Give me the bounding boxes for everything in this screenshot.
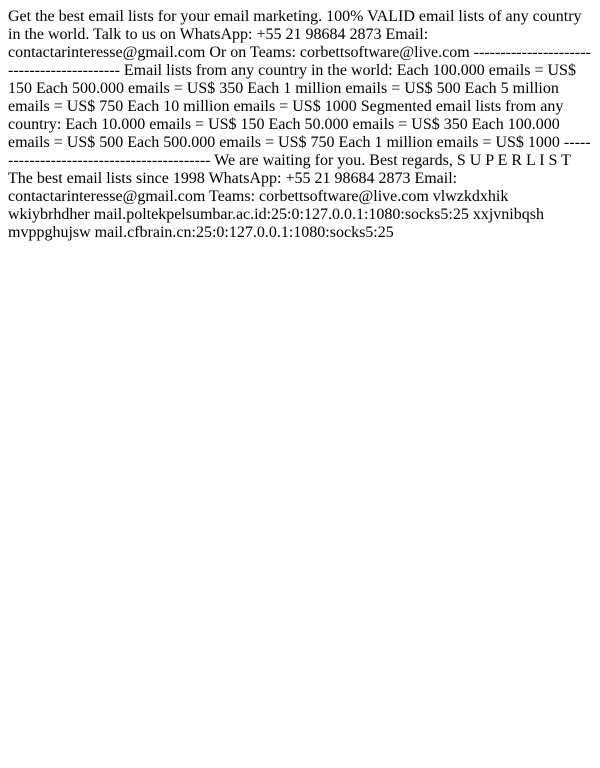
document-text: Get the best email lists for your email marketing. 100% VALID email lists of any country in the world. Talk to us on WhatsApp: +55 21 98684 2873 Email: contactarinteresse@gmail.com Or on Teams: corbettsoftware@live.com ------------------------------------------- Email lists from any country in the world: Each 100.000 emails = US$ 150 Each 500.000 emails = US$ 350 Each 1 million emails = US$ 500 Each 5 million emails = US$ 750 Each 10 million emails = US$ 1000 Segmented email lists from any country: Each 10.000 emails = US$ 150 Each 50.000 emails = US$ 350 Each 100.000 emails = US$ 500 Each 500.000 emails = US$ 750 Each 1 million emails = US$ 1000 ------------------------------------------- We are waiting for you. Best regards, S U P E R L I S T The best email lists since 1998 WhatsApp: +55 21 98684 2873 Email: contactarinteresse@gmail.com Teams: corbettsoftware@live.com vlwzkdxhik wkiybrhdher mail.poltekpelsumbar.ac.id:25:0:127.0.0.1:1080:socks5:25 xxjvnibqsh mvppghujsw mail.cfbrain.cn:25:0:127.0.0.1:1080:socks5:25	[8, 8, 591, 241]
